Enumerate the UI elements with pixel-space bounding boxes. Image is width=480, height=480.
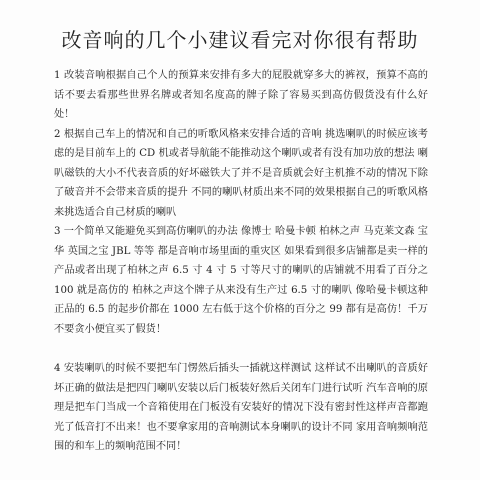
paragraph-speaker-selection: 2 根据自己车上的情况和自己的听歌风格来安排合适的音响 挑选喇叭的时候应该考虑的是目前车上的 CD 机或者导航能不能推动这个喇叭或者有没有加功放的想法 喇叭磁铁的大小不代表音质的好坏磁铁大了并不是音质就会好主机推不动的情况下除了破音并不会带来音质的提升 不同的喇叭材质出来不同的效果根据自己的听歌风格来挑选适合自己材质的喇叭 [54, 128, 428, 218]
paragraph-testing-method: 4 安装喇叭的时候不要把车门愣然后插头一插就这样测试 这样试不出喇叭的音质好坏正确的做法是把四门喇叭安装以后门板装好然后关闭车门进行试听 汽车音响的原理是把车门当成一个音箱使用在门板没有安装好的情况下没有密封性这样声音都跑光了低音打不出来！也不要拿家用的音响测试本身喇叭的设计不同 家用音响频响范围的和车上的频响范围不同！ [54, 363, 428, 452]
paragraph-budget-advice: 1 改装音响根据自己个人的预算来安排有多大的屁股就穿多大的裤衩，预算不高的话不要去看那些世界名牌或者知名度高的牌子除了容易买到高仿假货没有什么好处！ [54, 70, 428, 120]
document-title: 改音响的几个小建议看完对你很有帮助 [61, 28, 419, 52]
document-body [54, 66, 428, 457]
paragraph-counterfeit-warning: 3 一个简单又能避免买到高仿喇叭的办法 像博士 哈曼卡顿 柏林之声 马克莱文森 宝华 英国之宝 JBL 等等 都是音响市场里面的重灾区 如果看到很多店铺都是卖一样的产品或者出现了柏林之声 6.5 寸 4 寸 5 寸等尺寸的喇叭的店铺就不用看了百分之 100 就是高仿的 柏林之声这个牌子从来没有生产过 6.5 寸的喇叭 像哈曼卡顿这种正品的 6.5 的起步价都在 1000 左右低于这个价格的百分之 99 都有是高仿！千万不要贪小便宜买了假货！ [54, 226, 428, 335]
